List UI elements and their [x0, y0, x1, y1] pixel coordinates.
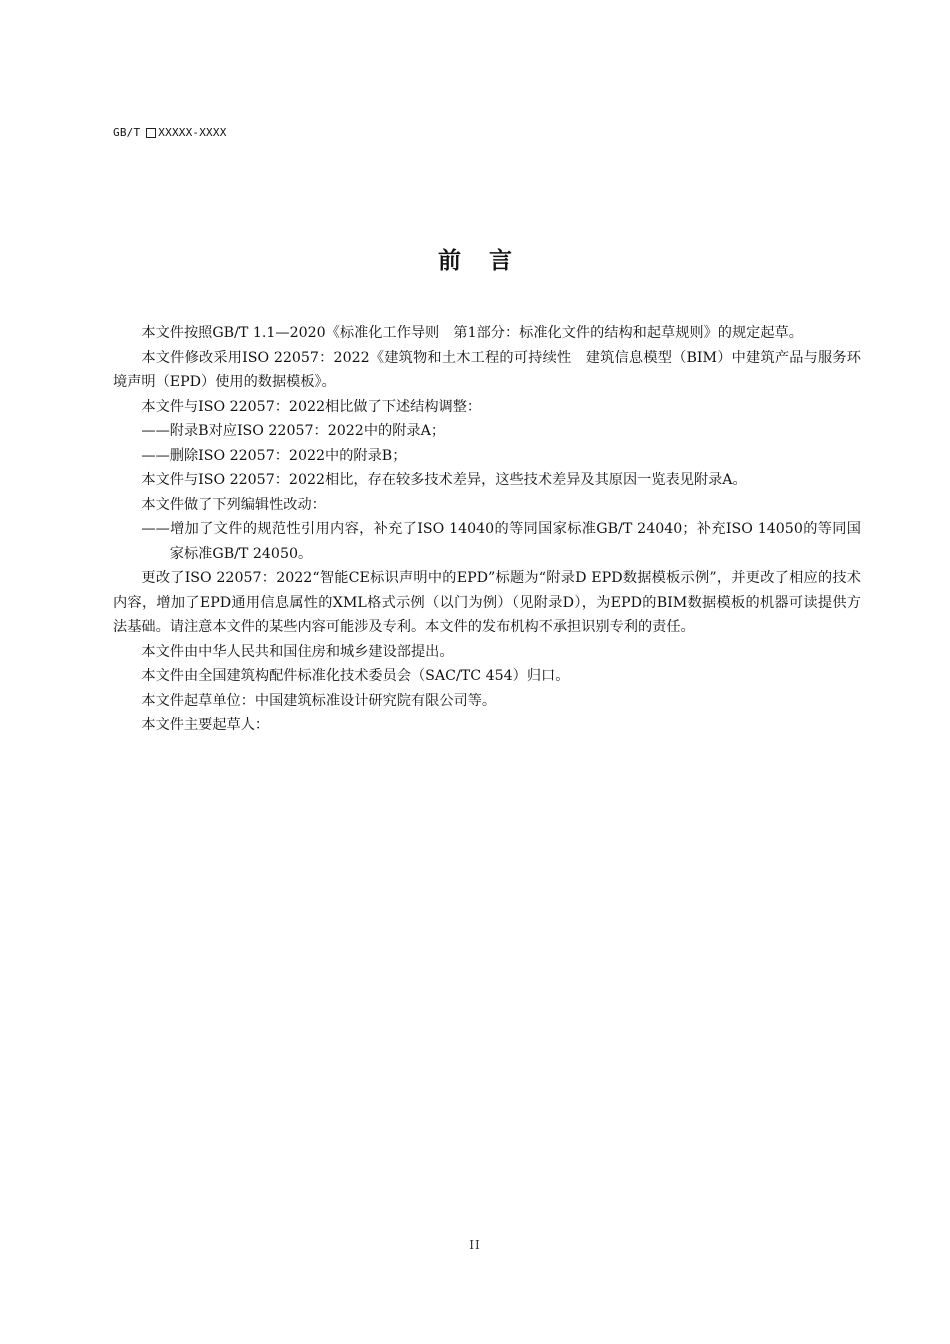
paragraph: 本文件按照GB/T 1.1—2020《标准化工作导则 第1部分：标准化文件的结构和起草规则》的规定起草。	[141, 325, 803, 341]
checkbox-placeholder-icon	[146, 128, 156, 138]
list-item: ——删除ISO 22057：2022中的附录B；	[141, 447, 407, 464]
paragraph: 本文件主要起草人：	[141, 717, 270, 733]
paragraph: 本文件由中华人民共和国住房和城乡建设部提出。	[141, 643, 454, 660]
page-title: 前言	[438, 248, 540, 274]
foreword-body	[113, 321, 861, 738]
paragraph: 本文件与ISO 22057：2022相比做了下述结构调整：	[141, 398, 482, 415]
paragraph: 本文件由全国建筑构配件标准化技术委员会（SAC/TC 454）归口。	[141, 668, 570, 684]
document-header	[113, 126, 227, 139]
paragraph: 本文件做了下列编辑性改动：	[141, 496, 326, 513]
paragraph: 更改了ISO 22057：2022“智能CE标识声明中的EPD”标题为“附录D EPD数据模板示例”，并更改了相应的技术内容，增加了EPD通用信息属性的XML格式示例（以门为例）（见附录D），为EPD的BIM数据模板的机器可读提供方法基础。请注意本文件的某些内容可能涉及专利。本文件的发布机构不承担识别专利的责任。	[113, 570, 861, 635]
list-item: ——附录B对应ISO 22057：2022中的附录A；	[141, 423, 446, 439]
standard-prefix: GB/T	[113, 126, 141, 139]
paragraph: 本文件与ISO 22057：2022相比，存在较多技术差异，这些技术差异及其原因一览表见附录A。	[141, 472, 747, 488]
standard-number: XXXXX-XXXX	[158, 126, 227, 139]
page-number: II	[469, 1238, 481, 1252]
list-item: ——增加了文件的规范性引用内容，补充了ISO 14040的等同国家标准GB/T 24040；补充ISO 14050的等同国家标准GB/T 24050。	[141, 521, 861, 562]
paragraph: 本文件修改采用ISO 22057：2022《建筑物和土木工程的可持续性 建筑信息模型（BIM）中建筑产品与服务环境声明（EPD）使用的数据模板》。	[113, 349, 861, 390]
paragraph: 本文件起草单位：中国建筑标准设计研究院有限公司等。	[141, 692, 497, 709]
